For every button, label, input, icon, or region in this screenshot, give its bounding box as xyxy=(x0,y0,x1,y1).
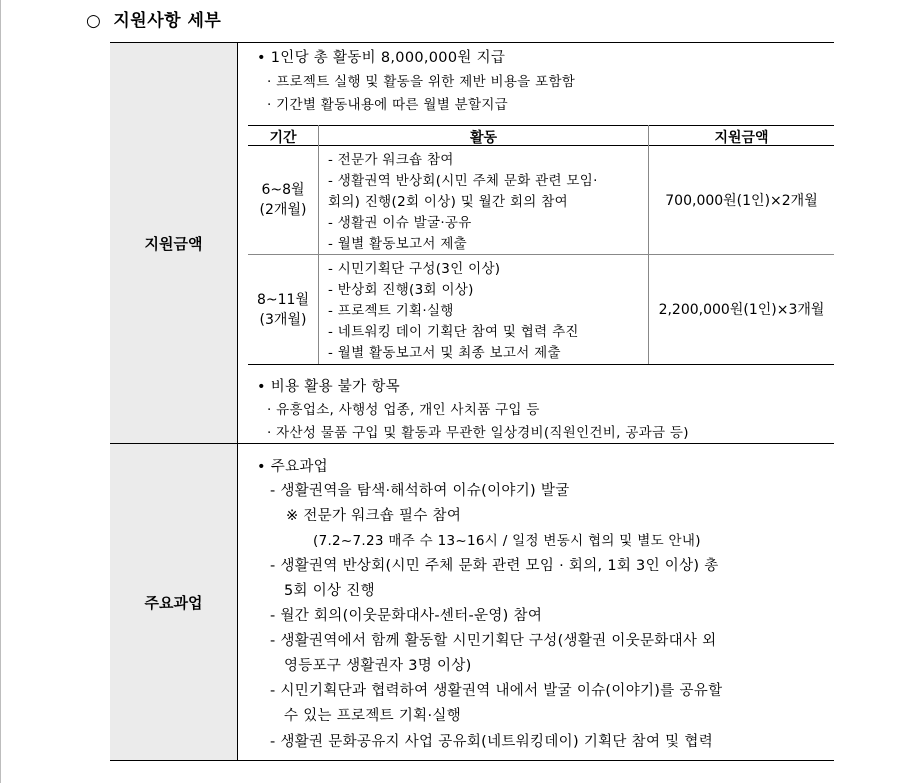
section-title-text: 지원사항 세부 xyxy=(113,11,222,31)
activity-item: - 생활권 이슈 발굴·공유 xyxy=(328,215,472,231)
restriction-item: · 자산성 물품 구입 및 활동과 무관한 일상경비(직원인건비, 공과금 등) xyxy=(267,425,689,441)
support-note-line: · 기간별 활동내용에 따른 월별 분할지급 xyxy=(267,97,509,113)
task-item: - 생활권역 반상회(시민 주체 문화 관련 모임 · 회의, 1회 3인 이상) 총 xyxy=(270,558,719,574)
restriction-item: · 유흥업소, 사행성 업종, 개인 사치품 구입 등 xyxy=(267,402,540,418)
period-cell xyxy=(248,290,318,330)
header-amount: 지원금액 xyxy=(714,130,769,146)
table-bottom-border xyxy=(110,760,834,761)
task-note-detail: (7.2~7.23 매주 수 13~16시 / 일정 변동시 협의 및 별도 안내) xyxy=(313,533,701,549)
section-title xyxy=(86,6,221,31)
inner-table-row-line xyxy=(248,254,834,255)
header-period: 기간 xyxy=(269,130,297,146)
activity-item: - 프로젝트 기획·실행 xyxy=(328,303,454,319)
inner-col-divider xyxy=(318,125,319,364)
inner-table-bottom xyxy=(248,364,834,365)
amount-cell: 700,000원(1인)×2개월 xyxy=(665,193,818,209)
period-months: 8~11월 xyxy=(257,292,309,308)
activity-item: 회의) 진행(2회 이상) 및 월간 회의 참여 xyxy=(328,194,568,210)
main-tasks-label: 주요과업 xyxy=(110,444,237,760)
task-item-cont: 5회 이상 진행 xyxy=(284,583,375,599)
label-column-divider xyxy=(237,42,238,760)
activity-item: - 전문가 워크숍 참여 xyxy=(328,152,454,168)
support-note-line: · 프로젝트 실행 및 활동을 위한 제반 비용을 포함함 xyxy=(267,74,576,90)
task-item-cont: 영등포구 생활권자 3명 이상) xyxy=(284,658,472,674)
header-activity: 활동 xyxy=(469,130,498,146)
tasks-heading: • 주요과업 xyxy=(257,459,328,475)
activity-item: - 시민기획단 구성(3인 이상) xyxy=(328,261,501,277)
support-details-table xyxy=(110,42,834,760)
task-item: - 생활권역을 탐색·해석하여 이슈(이야기) 발굴 xyxy=(270,483,570,499)
page-left-border xyxy=(0,0,1,783)
activity-item: - 반상회 진행(3회 이상) xyxy=(328,282,474,298)
period-cell xyxy=(248,180,318,220)
period-months: 6~8월 xyxy=(261,182,305,198)
task-item-cont: 수 있는 프로젝트 기획·실행 xyxy=(284,708,462,724)
task-item: - 생활권 문화공유지 사업 공유회(네트워킹데이) 기획단 참여 및 협력 xyxy=(270,734,714,750)
task-item: - 시민기획단과 협력하여 생활권역 내에서 발굴 이슈(이야기)를 공유할 xyxy=(270,683,723,699)
task-item: - 생활권역에서 함께 활동할 시민기획단 구성(생활권 이웃문화대사 외 xyxy=(270,633,717,649)
inner-table-top xyxy=(248,125,834,126)
restriction-heading: • 비용 활용 불가 항목 xyxy=(257,379,400,395)
task-note: ※ 전문가 워크숍 필수 참여 xyxy=(286,508,462,524)
activity-item: - 월별 활동보고서 및 최종 보고서 제출 xyxy=(328,345,561,361)
support-total-line: • 1인당 총 활동비 8,000,000원 지급 xyxy=(257,50,506,66)
activity-item: - 월별 활동보고서 제출 xyxy=(328,236,468,252)
activity-item: - 생활권역 반상회(시민 주체 문화 관련 모임· xyxy=(328,173,598,189)
amount-cell: 2,200,000원(1인)×3개월 xyxy=(658,302,825,318)
inner-col-divider xyxy=(648,125,649,364)
activity-item: - 네트워킹 데이 기획단 참여 및 협력 추진 xyxy=(328,324,579,340)
period-duration: (2개월) xyxy=(259,202,307,218)
task-item: - 월간 회의(이웃문화대사-센터-운영) 참여 xyxy=(270,608,543,624)
period-duration: (3개월) xyxy=(259,312,307,328)
circle-bullet-icon: ○ xyxy=(86,11,102,31)
support-amount-label: 지원금액 xyxy=(110,43,237,443)
